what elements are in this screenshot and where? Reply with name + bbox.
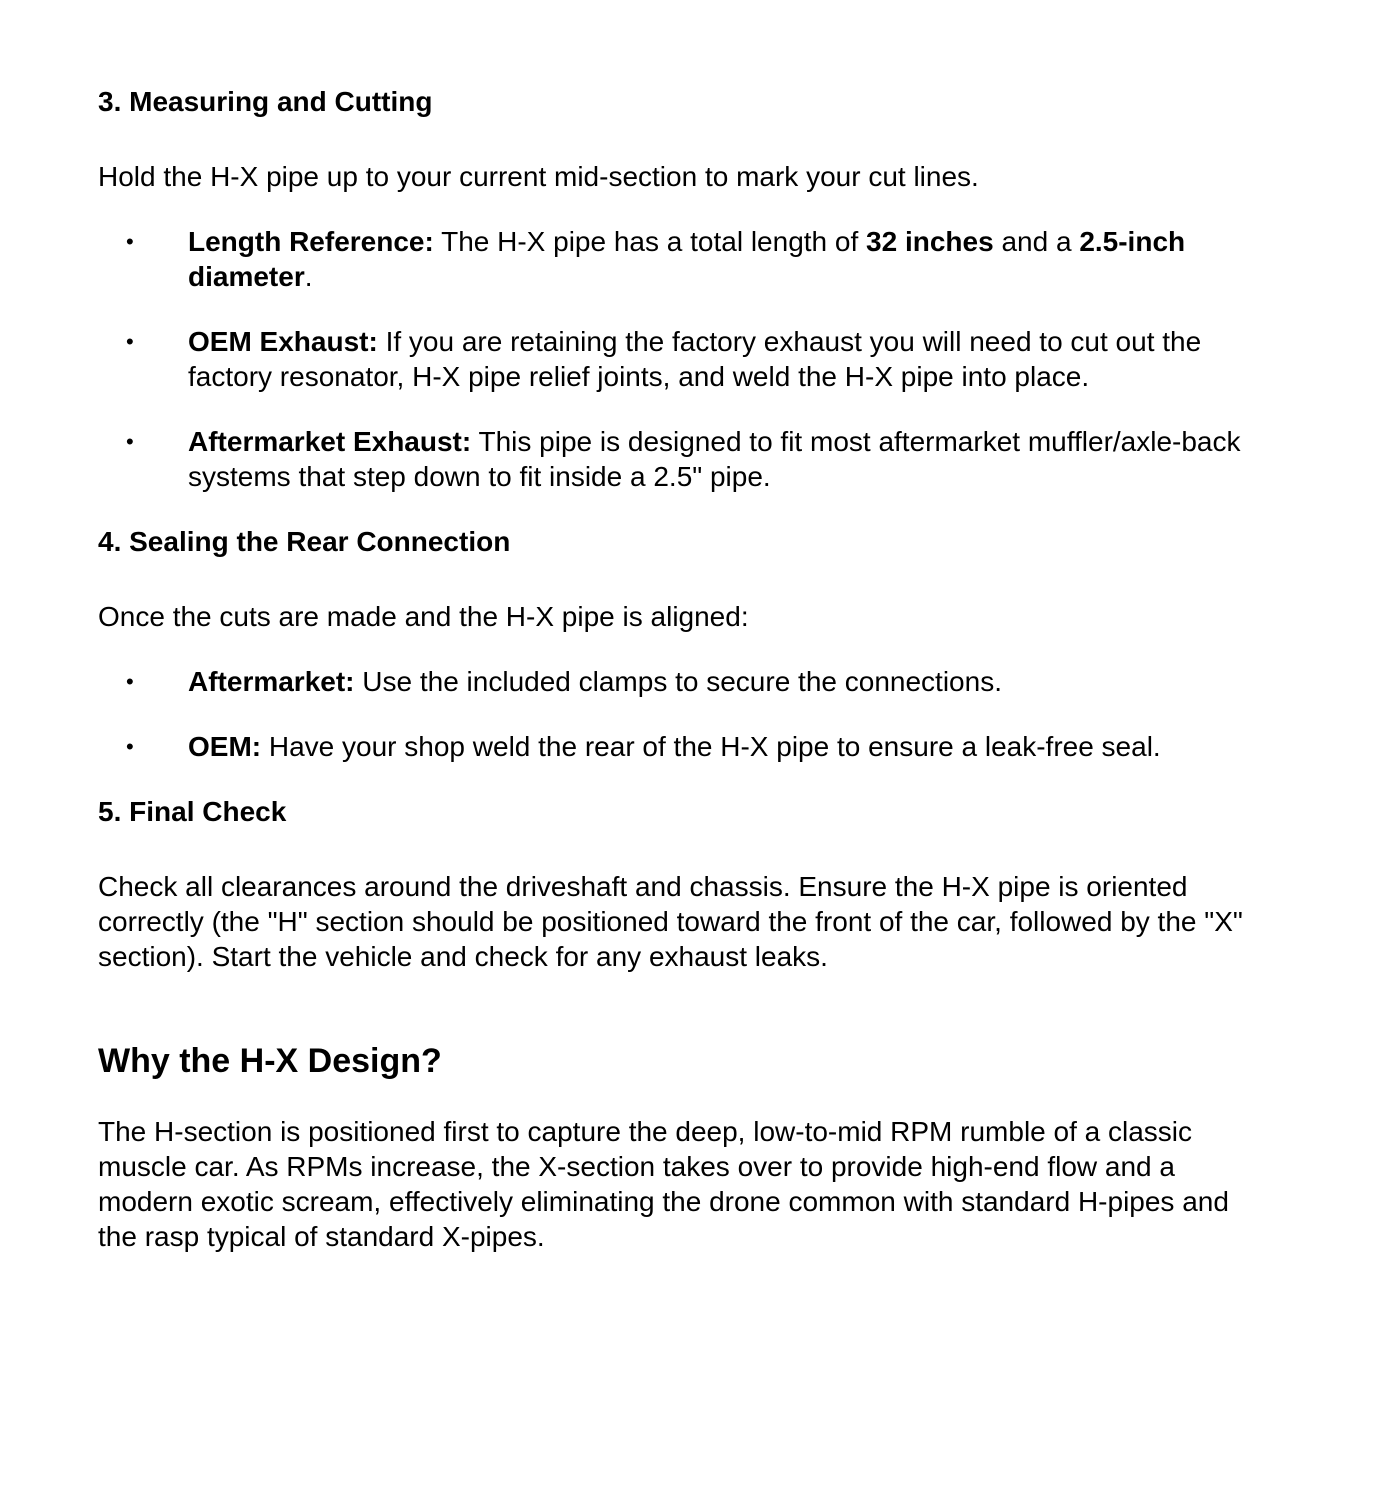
bullet-text: . [304,261,313,292]
bullet-text: Have your shop weld the rear of the H-X pipe to ensure a leak-free seal. [261,731,1161,762]
bullet-dot: • [126,329,134,354]
bullet-label: Aftermarket: [188,666,355,697]
bullet-oem [98,729,1272,764]
bullet-dot: • [126,229,134,254]
bullet-label: Length Reference: [188,226,434,257]
section-5-body: Check all clearances around the driveshaft and chassis. Ensure the H-X pipe is oriented correctly (the "H" section should be positioned toward the front of the car, followed by the "X" section). Start the vehicle and check for any exhaust leaks. [98,871,1243,972]
section-4-intro: Once the cuts are made and the H-X pipe is aligned: [98,601,749,632]
bullet-label: OEM Exhaust: [188,326,378,357]
bullet-text: Use the included clamps to secure the connections. [354,666,1002,697]
bullet-emphasis-diameter: 2.5-inch diameter [188,226,1186,292]
bullet-aftermarket-exhaust [98,424,1272,494]
section-3-intro: Hold the H-X pipe up to your current mid-section to mark your cut lines. [98,161,979,192]
section-4-heading: 4. Sealing the Rear Connection [98,526,511,557]
why-body: The H-section is positioned first to capture the deep, low-to-mid RPM rumble of a classic muscle car. As RPMs increase, the X-section takes over to provide high-end flow and a modern exotic scream, effectively eliminating the drone common with standard H-pipes and the rasp typical of standard X-pipes. [98,1116,1229,1252]
section-5-heading: 5. Final Check [98,796,287,827]
bullet-dot: • [126,669,134,694]
bullet-dot: • [126,429,134,454]
bullet-aftermarket [98,664,1272,699]
bullet-label: OEM: [188,731,262,762]
bullet-emphasis-length: 32 inches [866,226,994,257]
bullet-text: The H-X pipe has a total length of [433,226,867,257]
section-3-heading: 3. Measuring and Cutting [98,86,433,117]
why-heading: Why the H-X Design? [98,1042,442,1080]
section-4-bullet-list [98,664,1272,764]
section-3-bullet-list [98,224,1272,494]
bullet-text: If you are retaining the factory exhaust you will need to cut out the factory resonator, H-X pipe relief joints, and weld the H-X pipe into place. [188,326,1202,392]
bullet-oem-exhaust [98,324,1272,394]
bullet-label: Aftermarket Exhaust: [188,426,472,457]
bullet-length-reference [98,224,1272,294]
bullet-text: and a [993,226,1080,257]
bullet-dot: • [126,734,134,759]
bullet-text: This pipe is designed to fit most aftermarket muffler/axle-back systems that step down to fit inside a 2.5" pipe. [188,426,1241,492]
